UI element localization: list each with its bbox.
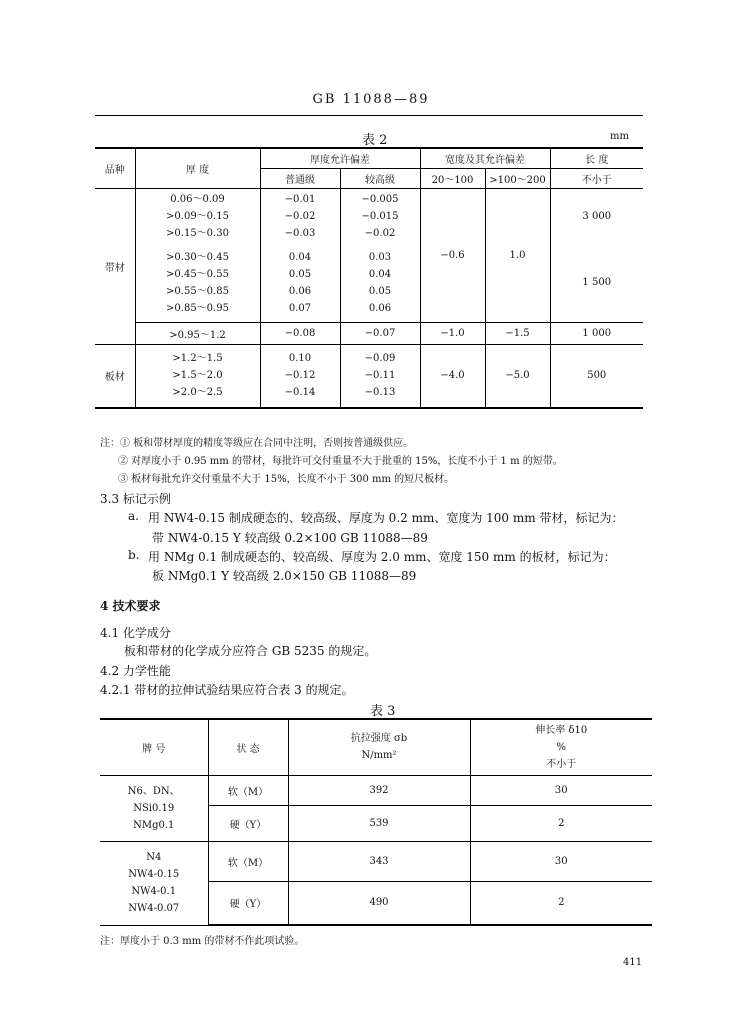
g2-normal: 0.04 0.05 0.06 0.07 — [260, 244, 340, 322]
section-4-2-title: 4.2 力学性能 — [100, 664, 171, 678]
header-thickness-tolerance: 厚度允许偏差 — [260, 148, 420, 168]
example-a-label: a. — [128, 509, 139, 523]
r4-strength: 490 — [288, 881, 470, 925]
r3-strength: 343 — [288, 841, 470, 881]
strip-width-100-200: 1.0 — [485, 188, 550, 322]
table2-caption: 表 2 — [362, 133, 388, 148]
header-elongation: 伸长率 δ10 % 不小于 — [470, 719, 652, 775]
section-3-3-title: 3.3 标记示例 — [100, 492, 171, 506]
header-thickness: 厚 度 — [135, 148, 260, 188]
table-3 — [100, 718, 652, 926]
header-high: 较高级 — [340, 168, 420, 188]
g1-length: 3 000 — [550, 188, 643, 244]
g4-width-100-200: −5.0 — [485, 344, 550, 408]
table2-note-2: ② 对厚度小于 0.95 mm 的带材，每批许可交付重量不大于批重的 15%，长度不小于 1 m 的短带。 — [118, 456, 563, 467]
g1-normal: −0.01 −0.02 −0.03 — [260, 188, 340, 244]
section-4-2-1-text: 4.2.1 带材的拉伸试验结果应符合表 3 的规定。 — [100, 683, 354, 697]
g3-high: −0.07 — [340, 322, 420, 344]
section-4-title: 4 技术要求 — [100, 599, 161, 613]
g2-high: 0.03 0.04 0.05 0.06 — [340, 244, 420, 322]
table3-note: 注：厚度小于 0.3 mm 的带材不作此项试验。 — [100, 936, 305, 947]
strip-width-20-100: −0.6 — [420, 188, 485, 322]
example-b-mark: 板 NMg0.1 Y 较高级 2.0×150 GB 11088—89 — [152, 569, 417, 583]
g1-thickness: 0.06～0.09 >0.09～0.15 >0.15～0.30 — [135, 188, 260, 244]
g4-normal: 0.10 −0.12 −0.14 — [260, 344, 340, 408]
header-state: 状 态 — [208, 719, 288, 775]
header-product: 品种 — [95, 148, 135, 188]
g4-width-20-100: −4.0 — [420, 344, 485, 408]
g3-width-100-200: −1.5 — [485, 322, 550, 344]
table2-note-3: ③ 板材每批允许交付重量不大于 15%，长度不小于 300 mm 的短尺板材。 — [118, 474, 455, 485]
r4-elongation: 2 — [470, 881, 652, 925]
header-width-100-200: >100～200 — [485, 168, 550, 188]
header-grade: 牌 号 — [100, 719, 208, 775]
header-rule — [95, 115, 643, 116]
table2-note-1: 注：① 板和带材厚度的精度等级应在合同中注明，否则按普通级供应。 — [100, 438, 414, 449]
standard-number: GB 11088—89 — [312, 92, 430, 107]
strip-label: 带材 — [95, 188, 135, 344]
header-strength: 抗拉强度 σb N/mm² — [288, 719, 470, 775]
table2-unit: mm — [610, 131, 629, 142]
g4-thickness: >1.2～1.5 >1.5～2.0 >2.0～2.5 — [135, 344, 260, 408]
page-number: 411 — [623, 957, 643, 968]
grade-group-1: N6、DN、 NSi0.19 NMg0.1 — [100, 775, 208, 841]
header-width-tolerance: 宽度及其允许偏差 — [420, 148, 550, 168]
header-length-min: 不小于 — [550, 168, 643, 188]
g2-thickness: >0.30～0.45 >0.45～0.55 >0.55～0.85 >0.85～0.95 — [135, 244, 260, 322]
r2-elongation: 2 — [470, 805, 652, 841]
section-4-1-title: 4.1 化学成分 — [100, 626, 171, 640]
example-a-mark: 带 NW4-0.15 Y 较高级 0.2×100 GB 11088—89 — [152, 531, 428, 545]
g3-normal: −0.08 — [260, 322, 340, 344]
g3-width-20-100: −1.0 — [420, 322, 485, 344]
r1-strength: 392 — [288, 775, 470, 805]
header-normal: 普通级 — [260, 168, 340, 188]
r1-state: 软（M） — [208, 775, 288, 805]
r1-elongation: 30 — [470, 775, 652, 805]
r4-state: 硬（Y） — [208, 881, 288, 925]
r2-state: 硬（Y） — [208, 805, 288, 841]
table-2 — [95, 147, 643, 409]
header-length: 长 度 — [550, 148, 643, 168]
example-b-text: 用 NMg 0.1 制成硬态的、较高级、厚度为 2.0 mm、宽度 150 mm 的板材，标记为： — [148, 550, 616, 564]
example-b-label: b. — [128, 548, 140, 562]
g2-length: 1 500 — [550, 244, 643, 322]
grade-group-2: N4 NW4-0.15 NW4-0.1 NW4-0.07 — [100, 841, 208, 925]
g4-high: −0.09 −0.11 −0.13 — [340, 344, 420, 408]
g3-thickness: >0.95～1.2 — [135, 322, 260, 344]
r3-state: 软（M） — [208, 841, 288, 881]
table3-caption: 表 3 — [370, 704, 396, 719]
r3-elongation: 30 — [470, 841, 652, 881]
g3-length: 1 000 — [550, 322, 643, 344]
section-4-1-text: 板和带材的化学成分应符合 GB 5235 的规定。 — [124, 644, 377, 658]
plate-label: 板材 — [95, 344, 135, 408]
header-width-20-100: 20～100 — [420, 168, 485, 188]
g4-length: 500 — [550, 344, 643, 408]
example-a-text: 用 NW4-0.15 制成硬态的、较高级、厚度为 0.2 mm、宽度为 100 mm 带材，标记为： — [148, 511, 624, 525]
r2-strength: 539 — [288, 805, 470, 841]
g1-high: −0.005 −0.015 −0.02 — [340, 188, 420, 244]
